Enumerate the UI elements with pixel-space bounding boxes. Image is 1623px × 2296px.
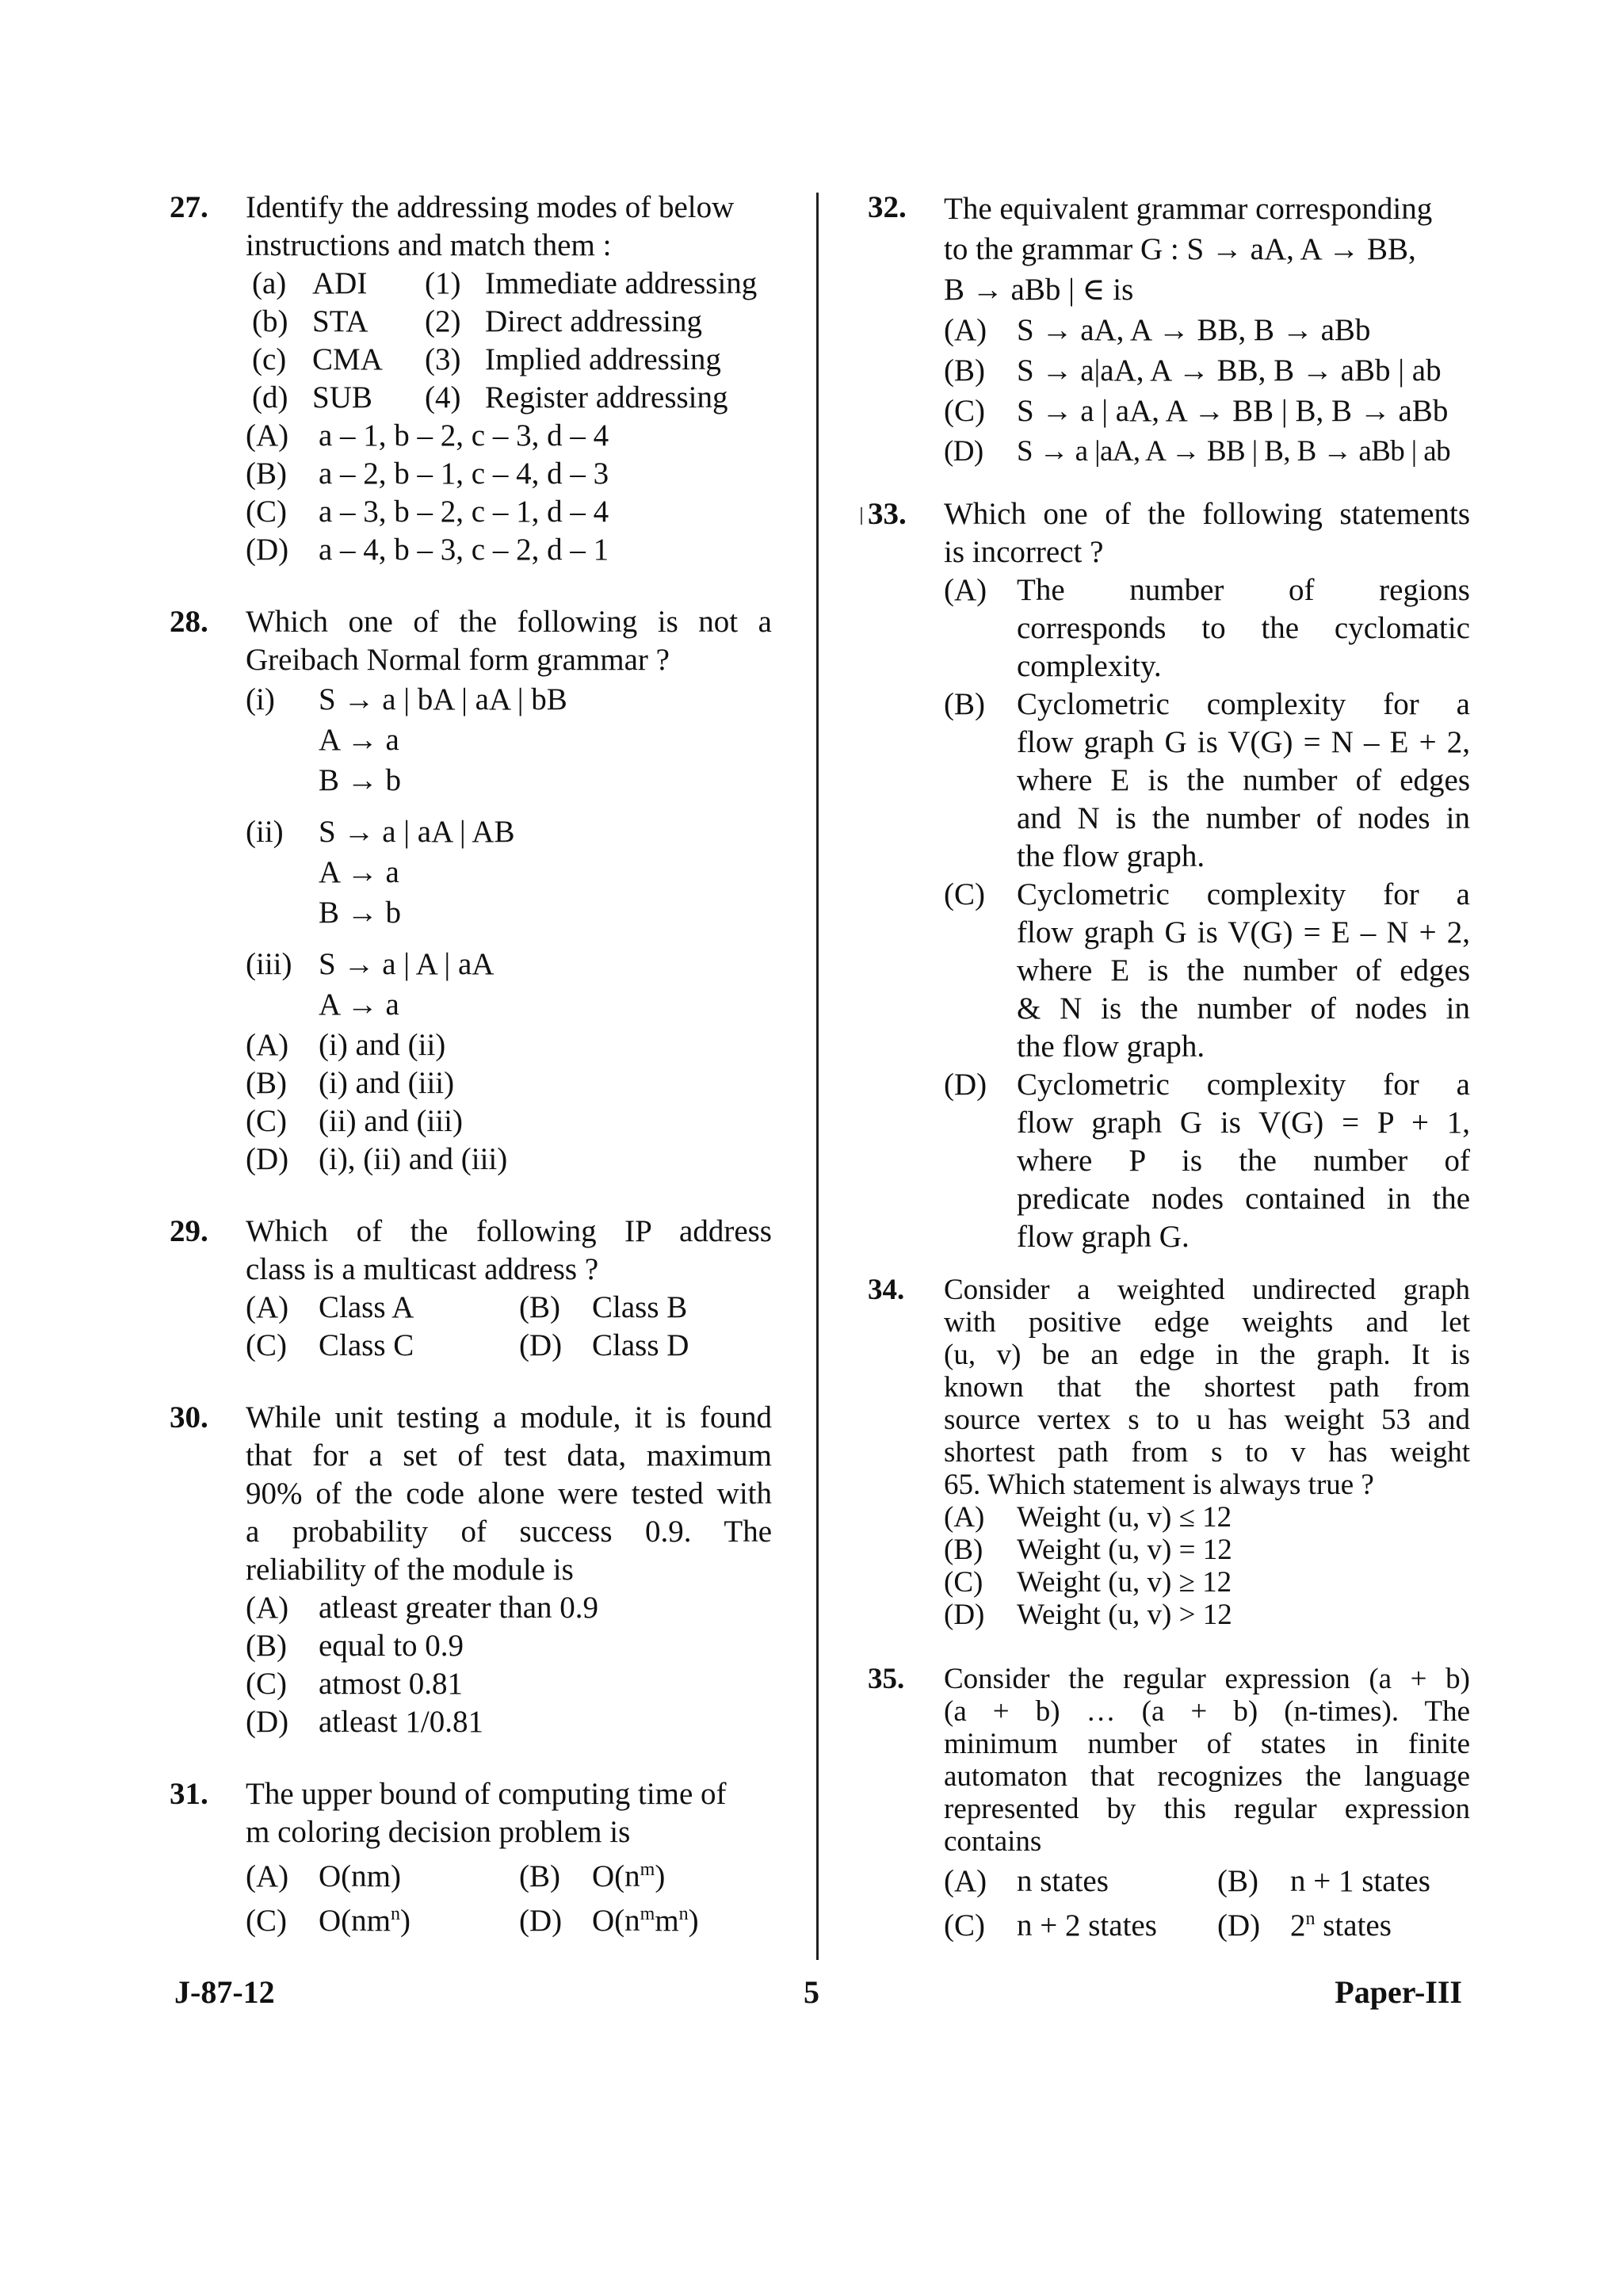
option-label: (D) — [246, 533, 289, 567]
option-label: (B) — [944, 1534, 983, 1566]
match-left-label: (c) — [252, 342, 287, 376]
addressing-mode: Register addressing — [485, 380, 728, 415]
option-row — [246, 1327, 772, 1365]
question-31 — [170, 1775, 772, 1946]
grammar-label: (iii) — [246, 947, 292, 981]
option-a — [246, 417, 772, 455]
option-text: $O(nm^n)$ — [319, 1904, 411, 1938]
option-c — [246, 1902, 519, 1946]
margin-tick — [861, 507, 862, 525]
option-b — [519, 1858, 792, 1902]
option-label: (A) — [246, 1028, 289, 1062]
match-right-label: (3) — [425, 342, 461, 376]
option-label: (D) — [944, 1068, 987, 1102]
option-d — [246, 531, 772, 569]
option-b — [246, 1627, 772, 1665]
production: S → a | aA | AB — [319, 815, 515, 849]
question-text: automaton that recognizes the language — [944, 1760, 1470, 1793]
option-text: flow graph G is V(G) = E – N + 2, — [1017, 915, 1470, 949]
production: S → a | A | aA — [319, 947, 495, 981]
question-text: (u, v) be an edge in the graph. It is — [944, 1339, 1470, 1371]
option-label: (B) — [944, 687, 985, 721]
option-a — [246, 1289, 519, 1327]
option-row — [246, 1902, 772, 1946]
question-body — [944, 1663, 1470, 1951]
question-text: with positive edge weights and let — [944, 1306, 1470, 1339]
page-number: 5 — [804, 1974, 819, 2010]
production: A → a — [319, 855, 399, 889]
grammar-label: (ii) — [246, 815, 284, 849]
paper-code: J-87-12 — [174, 1974, 275, 2010]
option-label: (B) — [246, 1629, 287, 1663]
instruction: STA — [312, 304, 369, 338]
match-row — [246, 379, 772, 417]
question-body — [246, 1399, 772, 1741]
option-text: Cyclometric complexity for a — [1017, 877, 1470, 911]
option-label: (B) — [519, 1290, 560, 1324]
option-label: (C) — [246, 1104, 287, 1138]
left-column — [170, 189, 772, 1946]
question-text: known that the shortest path from — [944, 1371, 1470, 1404]
option-label: (C) — [246, 1328, 287, 1362]
question-text: shortest path from s to v has weight — [944, 1436, 1470, 1469]
question-body — [246, 1775, 772, 1946]
grammar-iii — [246, 946, 772, 1026]
question-27 — [170, 189, 772, 569]
grammar-ii — [246, 813, 772, 934]
option-text: Cyclometric complexity for a — [1017, 687, 1470, 721]
match-row — [246, 265, 772, 303]
option-c — [944, 391, 1470, 431]
question-text: class is a multicast address ? — [246, 1252, 599, 1286]
addressing-mode: Direct addressing — [485, 304, 702, 338]
question-text: The equivalent grammar corresponding — [944, 192, 1433, 226]
option-text: (i) and (iii) — [319, 1066, 455, 1100]
question-number: 29. — [170, 1214, 208, 1248]
option-text: Class D — [592, 1328, 689, 1362]
question-body — [944, 189, 1470, 472]
option-text: complexity. — [1017, 649, 1162, 683]
option-text: $O(n^m)$ — [592, 1859, 666, 1893]
match-row — [246, 303, 772, 341]
option-text: a – 4, b – 3, c – 2, d – 1 — [319, 533, 609, 567]
question-text: a probability of success 0.9. The — [246, 1515, 772, 1549]
option-text: predicate nodes contained in the — [1017, 1182, 1470, 1216]
addressing-mode: Implied addressing — [485, 342, 721, 376]
option-label: (A) — [246, 1859, 289, 1893]
question-text: to the grammar G : S → aA, A → BB, — [944, 232, 1416, 266]
option-text: atleast 1/0.81 — [319, 1705, 483, 1739]
question-number: 33. — [868, 497, 907, 531]
option-label: (A) — [944, 1864, 987, 1898]
option-text: & N is the number of nodes in — [1017, 991, 1470, 1026]
question-32 — [868, 189, 1470, 472]
question-text: instructions and match them : — [246, 228, 612, 262]
option-label: (D) — [944, 1599, 985, 1631]
option-text: where P is the number of — [1017, 1144, 1470, 1178]
match-right-label: (1) — [425, 266, 461, 300]
question-text: Identify the addressing modes of below — [246, 190, 735, 224]
option-d — [944, 1599, 1470, 1631]
question-text: Which one of the following is not a — [246, 605, 772, 639]
option-b — [246, 1064, 772, 1102]
production: B → b — [319, 896, 402, 930]
question-number: 27. — [170, 190, 208, 224]
option-label: (B) — [1217, 1864, 1258, 1898]
option-label: (B) — [246, 1066, 287, 1100]
option-text: atmost 0.81 — [319, 1667, 463, 1701]
option-a — [944, 1862, 1217, 1907]
question-number: 32. — [868, 190, 907, 224]
question-35 — [868, 1663, 1470, 1951]
option-text: $O(n^mm^n)$ — [592, 1904, 699, 1938]
question-text: (a + b) … (a + b) (n-times). The — [944, 1695, 1470, 1728]
option-text: S → a|aA, A → BB, B → aBb | ab — [1017, 353, 1442, 388]
option-a — [944, 571, 1470, 686]
option-text: and N is the number of nodes in — [1017, 801, 1470, 835]
option-text: a – 2, b – 1, c – 4, d – 3 — [319, 457, 609, 491]
option-text: (i), (ii) and (iii) — [319, 1142, 508, 1176]
option-a — [246, 1589, 772, 1627]
option-label: (B) — [246, 457, 287, 491]
option-label: (A) — [246, 1591, 289, 1625]
option-text: the flow graph. — [1017, 839, 1205, 873]
instruction: SUB — [312, 380, 372, 415]
question-number: 28. — [170, 605, 208, 639]
option-a — [246, 1858, 519, 1902]
instruction: ADI — [312, 266, 368, 300]
question-number: 31. — [170, 1777, 208, 1811]
option-row — [944, 1862, 1470, 1907]
option-label: (D) — [1217, 1908, 1261, 1943]
option-text: Class A — [319, 1290, 414, 1324]
option-c — [944, 1907, 1217, 1951]
option-text: n + 1 states — [1290, 1864, 1430, 1898]
match-row — [246, 341, 772, 379]
option-text: flow graph G. — [1017, 1220, 1190, 1254]
match-right-label: (2) — [425, 304, 461, 338]
question-text: Consider the regular expression (a + b) — [944, 1663, 1470, 1695]
option-text: a – 1, b – 2, c – 3, d – 4 — [319, 418, 609, 453]
question-29 — [170, 1213, 772, 1365]
question-text: 90% of the code alone were tested with — [246, 1477, 772, 1511]
option-c — [944, 876, 1470, 1066]
option-d — [944, 431, 1470, 472]
option-text: S → a |aA, A → BB | B, B → aBb | ab — [1017, 435, 1450, 468]
option-c — [246, 1102, 772, 1140]
option-row — [246, 1858, 772, 1902]
question-text: 65. Which statement is always true ? — [944, 1469, 1374, 1501]
option-text: The number of regions — [1017, 573, 1470, 607]
production: A → a — [319, 988, 399, 1022]
paper-title: Paper-III — [1335, 1974, 1462, 2010]
option-label: (D) — [246, 1705, 289, 1739]
match-right-label: (4) — [425, 380, 461, 415]
option-text: Weight (u, v) = 12 — [1017, 1534, 1232, 1566]
option-text: n states — [1017, 1864, 1109, 1898]
instruction: CMA — [312, 342, 383, 376]
production: S → a | bA | aA | bB — [319, 682, 567, 716]
option-c — [944, 1566, 1470, 1599]
question-body — [246, 1213, 772, 1365]
option-text: n + 2 states — [1017, 1908, 1157, 1943]
option-text: a – 3, b – 2, c – 1, d – 4 — [319, 495, 609, 529]
question-body — [944, 495, 1470, 1256]
question-number: 30. — [170, 1400, 208, 1435]
addressing-mode: Immediate addressing — [485, 266, 758, 300]
question-number: 34. — [868, 1274, 905, 1306]
option-d — [519, 1902, 792, 1946]
option-b — [944, 1534, 1470, 1566]
option-b — [1217, 1862, 1491, 1907]
option-d — [246, 1703, 772, 1741]
option-label: (D) — [246, 1142, 289, 1176]
option-text: Cyclometric complexity for a — [1017, 1068, 1470, 1102]
option-label: (D) — [519, 1328, 563, 1362]
question-body — [944, 1274, 1470, 1631]
option-label: (B) — [519, 1859, 560, 1893]
question-text: reliability of the module is — [246, 1553, 574, 1587]
option-a — [246, 1026, 772, 1064]
question-text: Consider a weighted undirected graph — [944, 1274, 1470, 1306]
option-label: (C) — [246, 495, 287, 529]
option-label: (C) — [944, 1566, 983, 1599]
option-text: 2$^n$ states — [1290, 1908, 1392, 1943]
option-c — [246, 493, 772, 531]
question-text: The upper bound of computing time of — [246, 1777, 727, 1811]
question-28 — [170, 603, 772, 1179]
option-a — [944, 310, 1470, 350]
option-text: where E is the number of edges — [1017, 763, 1470, 797]
option-d — [246, 1140, 772, 1179]
option-text: Weight (u, v) ≤ 12 — [1017, 1501, 1232, 1534]
match-table — [246, 265, 772, 417]
column-divider — [816, 193, 819, 1960]
option-label: (A) — [944, 573, 987, 607]
option-b — [246, 455, 772, 493]
option-text: O(nm) — [319, 1859, 401, 1893]
option-text: corresponds to the cyclomatic — [1017, 611, 1470, 645]
option-d — [1217, 1907, 1491, 1951]
option-text: flow graph G is V(G) = N – E + 2, — [1017, 725, 1470, 759]
option-text: (i) and (ii) — [319, 1028, 446, 1062]
option-text: where E is the number of edges — [1017, 953, 1470, 988]
question-text: contains — [944, 1825, 1042, 1858]
question-text: While unit testing a module, it is found — [246, 1400, 772, 1435]
option-text: S → aA, A → BB, B → aBb — [1017, 313, 1371, 347]
option-a — [944, 1501, 1470, 1534]
option-label: (C) — [944, 394, 985, 428]
question-text: minimum number of states in finite — [944, 1728, 1470, 1760]
question-text: Which of the following IP address — [246, 1214, 772, 1248]
question-text: Greibach Normal form grammar ? — [246, 643, 670, 677]
option-text: flow graph G is V(G) = P + 1, — [1017, 1106, 1470, 1140]
match-left-label: (a) — [252, 266, 287, 300]
match-left-label: (d) — [252, 380, 288, 415]
option-label: (D) — [519, 1904, 563, 1938]
option-b — [944, 686, 1470, 876]
option-text: the flow graph. — [1017, 1030, 1205, 1064]
option-text: atleast greater than 0.9 — [319, 1591, 598, 1625]
match-left-label: (b) — [252, 304, 288, 338]
right-column — [868, 189, 1470, 1951]
question-text: B → aBb | ∈ is — [944, 273, 1134, 307]
option-text: (ii) and (iii) — [319, 1104, 463, 1138]
question-text: m coloring decision problem is — [246, 1815, 631, 1849]
question-text: source vertex s to u has weight 53 and — [944, 1404, 1470, 1436]
option-label: (A) — [246, 1290, 289, 1324]
option-d — [519, 1327, 792, 1365]
option-b — [519, 1289, 792, 1327]
option-d — [944, 1066, 1470, 1256]
option-text: Weight (u, v) ≥ 12 — [1017, 1566, 1232, 1599]
option-text: Class C — [319, 1328, 414, 1362]
option-label: (D) — [944, 435, 983, 468]
question-body — [246, 603, 772, 1179]
option-label: (C) — [246, 1904, 287, 1938]
question-text: that for a set of test data, maximum — [246, 1438, 772, 1473]
option-b — [944, 350, 1470, 391]
option-text: S → a | aA, A → BB | B, B → aBb — [1017, 394, 1449, 428]
question-text: Which one of the following statements — [944, 497, 1470, 531]
question-text: is incorrect ? — [944, 535, 1104, 569]
option-row — [246, 1289, 772, 1327]
option-label: (A) — [944, 313, 987, 347]
option-row — [944, 1907, 1470, 1951]
question-33 — [868, 495, 1470, 1256]
option-text: equal to 0.9 — [319, 1629, 464, 1663]
option-label: (B) — [944, 353, 985, 388]
production: B → b — [319, 763, 402, 797]
option-label: (C) — [944, 1908, 985, 1943]
production: A → a — [319, 723, 399, 757]
grammar-label: (i) — [246, 682, 275, 716]
question-number: 35. — [868, 1663, 905, 1695]
option-c — [246, 1665, 772, 1703]
option-label: (A) — [944, 1501, 985, 1534]
option-label: (C) — [944, 877, 985, 911]
question-text: represented by this regular expression — [944, 1793, 1470, 1825]
question-30 — [170, 1399, 772, 1741]
question-body — [246, 189, 772, 569]
option-text: Class B — [592, 1290, 688, 1324]
option-label: (C) — [246, 1667, 287, 1701]
option-label: (A) — [246, 418, 289, 453]
grammar-i — [246, 681, 772, 802]
question-34 — [868, 1274, 1470, 1631]
option-text: Weight (u, v) > 12 — [1017, 1599, 1232, 1631]
option-c — [246, 1327, 519, 1365]
